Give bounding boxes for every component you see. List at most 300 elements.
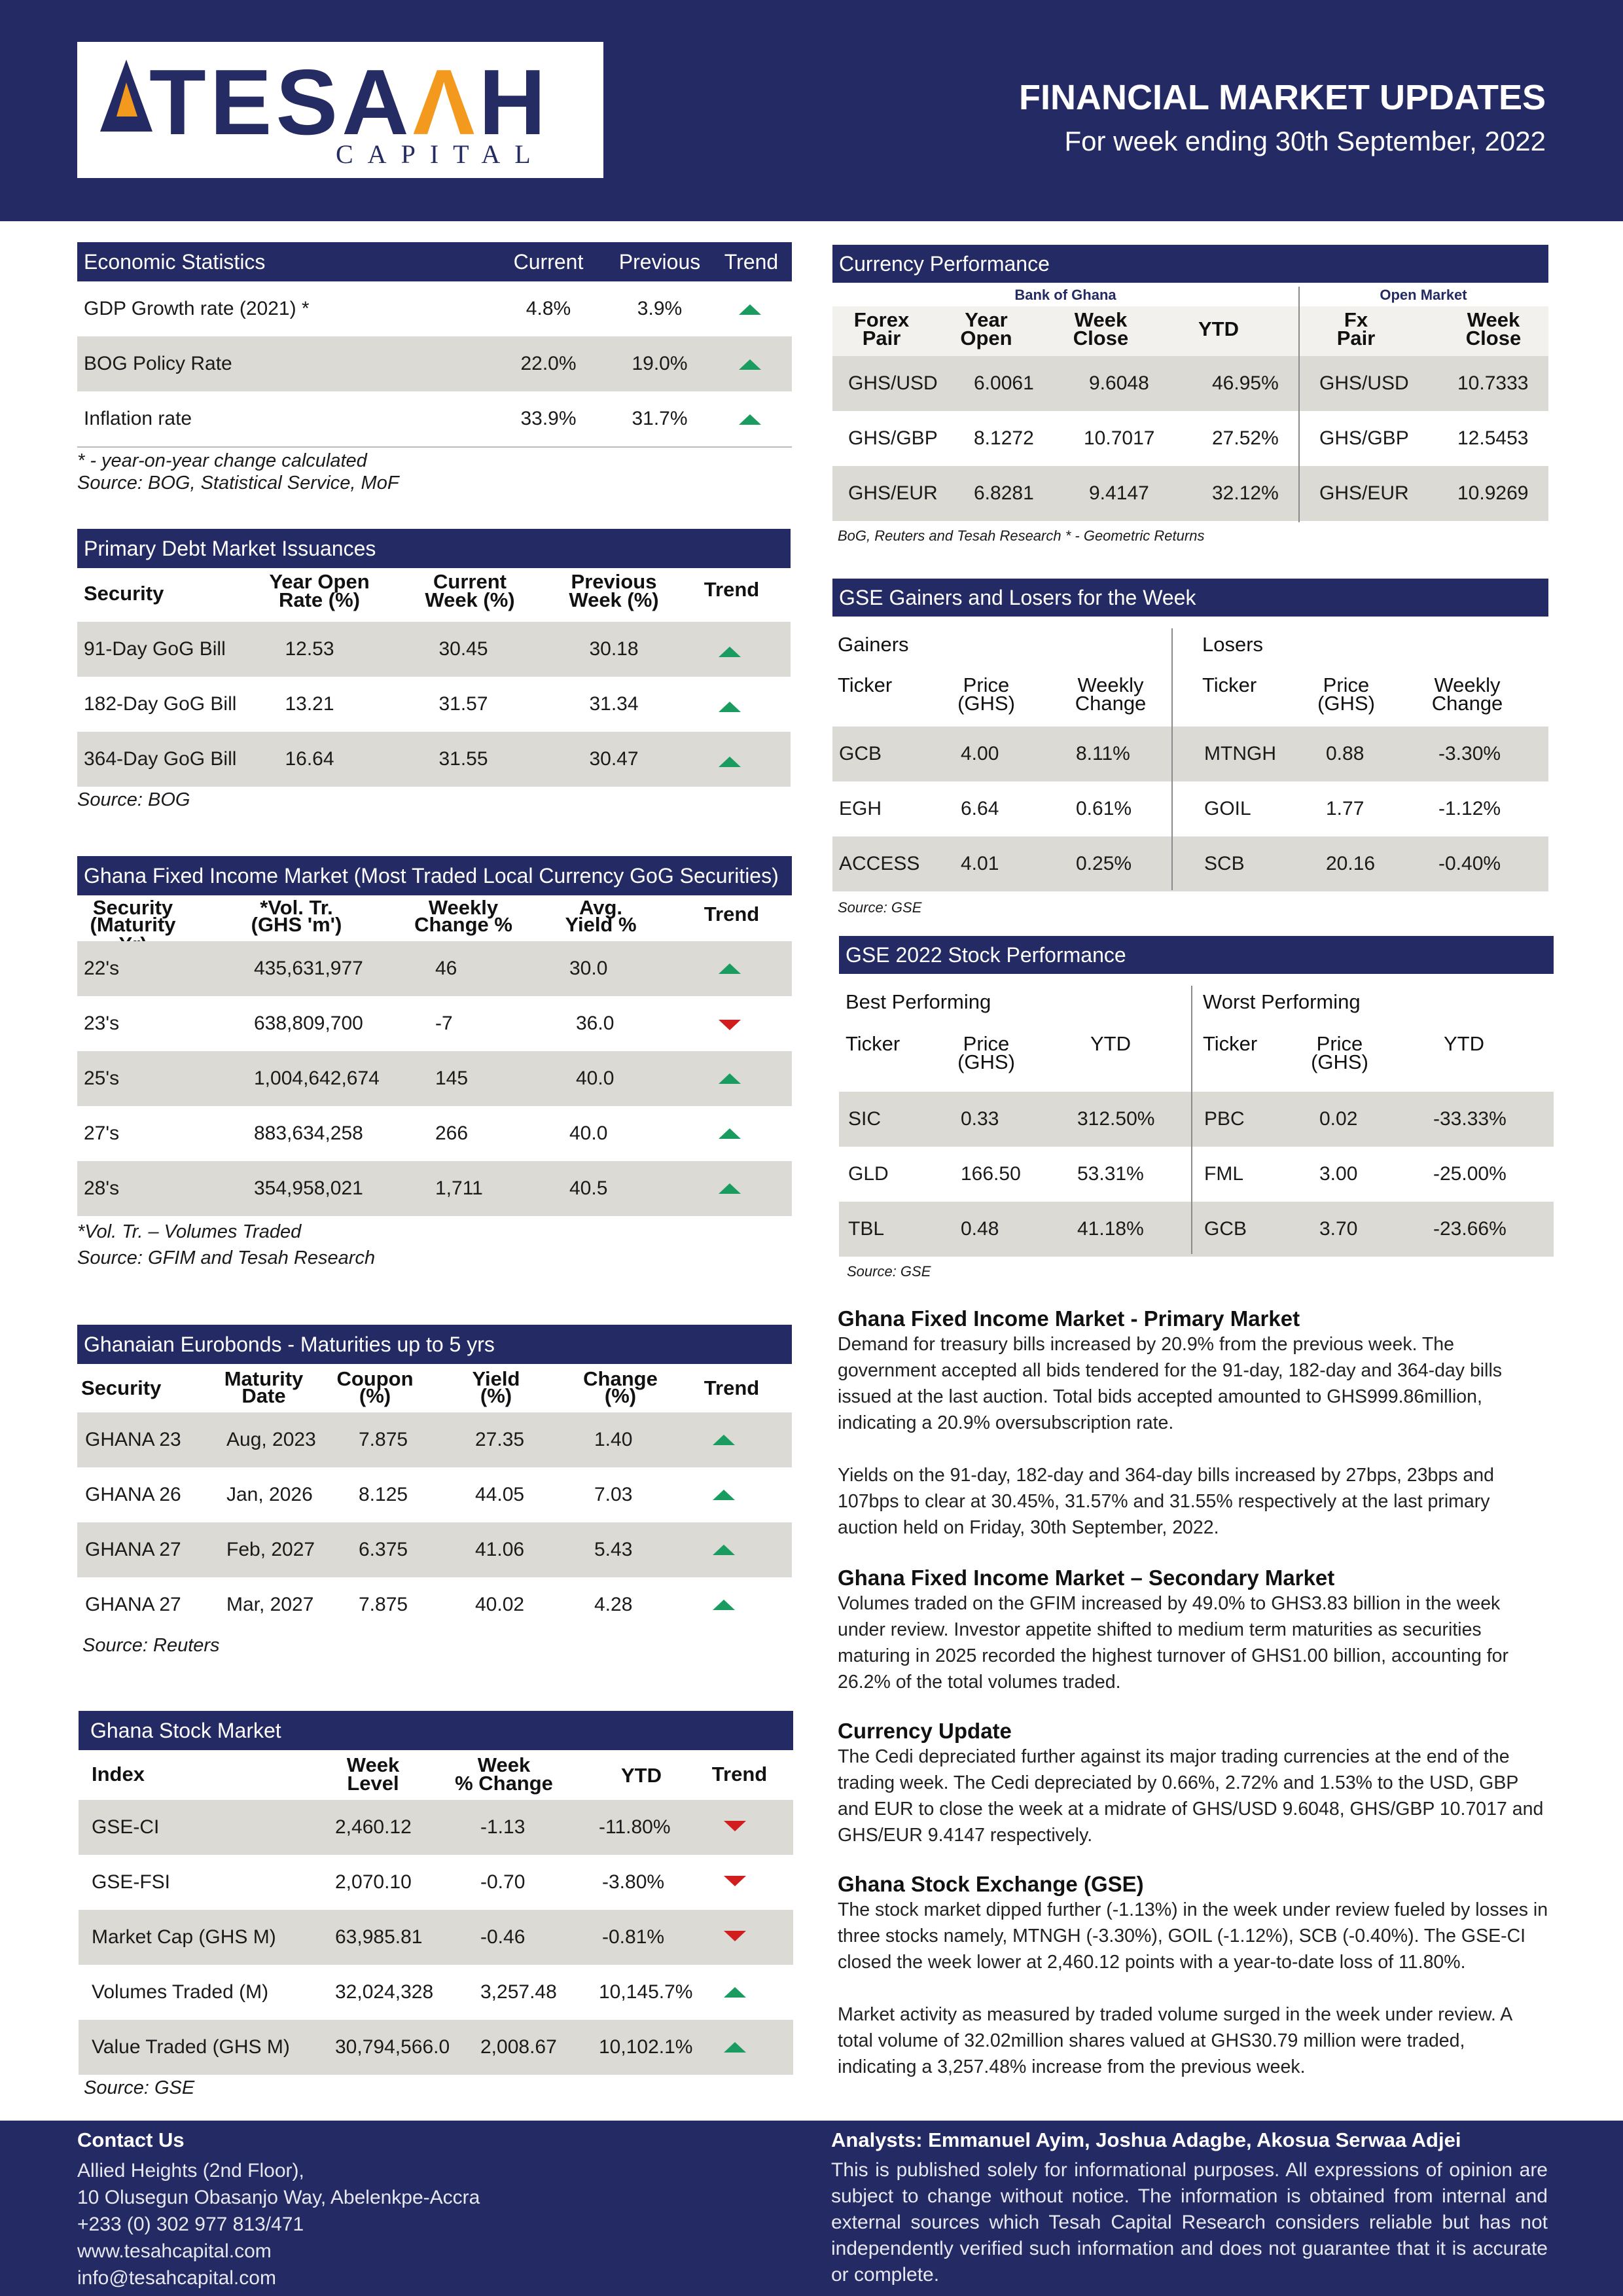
col-trend: Trend: [704, 578, 760, 601]
row-change: -1.13: [480, 1816, 526, 1838]
row-date: Mar, 2027: [226, 1594, 314, 1615]
col-previous-week: Week (%): [569, 588, 659, 611]
row-gainer-change: 0.61%: [1076, 798, 1132, 819]
row-worst-ticker: FML: [1204, 1163, 1243, 1185]
source-note: Source: BOG, Statistical Service, MoF: [77, 473, 399, 493]
row-previous: 3.9%: [637, 298, 683, 319]
table-row: [832, 726, 1548, 781]
col-change: Change: [1431, 692, 1503, 715]
row-best-price: 0.48: [961, 1218, 999, 1240]
article-paragraph: Demand for treasury bills increased by 20.9% from the previous week. The government accepted all bids tendered for the 91-day, 182-day and 364-day bills issued at the last auction. Total bids accepted amounted to GHS999.86million, indicating a 20.9% oversubscription rate.: [838, 1334, 1503, 1433]
table-row: [79, 1855, 793, 1910]
row-current: 30.45: [438, 638, 488, 660]
row-security: GHANA 26: [85, 1484, 181, 1505]
row-change: -0.70: [480, 1871, 526, 1893]
col-security: Security: [84, 582, 164, 605]
trend-up-icon: [713, 1435, 735, 1445]
table-row: [77, 391, 792, 448]
col-maturity: Maturity: [224, 1367, 304, 1390]
source-note: Source: Reuters: [82, 1635, 220, 1656]
row-volume: 1,004,642,674: [254, 1067, 380, 1089]
row-om-pair: GHS/EUR: [1319, 482, 1409, 504]
row-gainer-change: 0.25%: [1076, 853, 1132, 874]
col-price-unit: (GHS): [957, 1050, 1015, 1073]
trend-up-icon: [713, 1490, 735, 1500]
page-subtitle: For week ending 30th September, 2022: [1064, 126, 1546, 156]
col-security: Security: [81, 1376, 162, 1399]
row-yield: 40.5: [569, 1177, 608, 1199]
economic-statistics-panel: [77, 242, 792, 496]
row-index: GSE-FSI: [92, 1871, 171, 1893]
row-change: 7.03: [594, 1484, 633, 1505]
col-week-change: Week: [477, 1753, 531, 1776]
row-yield: 40.0: [576, 1067, 615, 1089]
table-row: [832, 411, 1548, 466]
source-note: Source: GSE: [84, 2077, 195, 2098]
col-previous: Previous: [571, 570, 657, 593]
table-row: [77, 1161, 792, 1216]
trend-up-icon: [719, 1183, 741, 1194]
table-row: [77, 1577, 792, 1632]
row-change: 1.40: [594, 1429, 633, 1450]
row-worst-price: 3.00: [1319, 1163, 1358, 1185]
table-row: [832, 781, 1548, 836]
row-index: Volumes Traded (M): [92, 1981, 269, 2003]
table-row: [832, 836, 1548, 891]
row-gainer-ticker: EGH: [839, 798, 882, 819]
row-pair: GHS/GBP: [848, 427, 938, 449]
page-header: [0, 0, 1623, 221]
row-gainer-ticker: ACCESS: [839, 853, 920, 874]
row-year-open: 13.21: [285, 693, 334, 715]
row-loser-price: 0.88: [1326, 743, 1364, 764]
bank-of-ghana-label: Bank of Ghana: [1014, 287, 1116, 303]
trend-up-icon: [739, 304, 761, 315]
row-loser-ticker: SCB: [1204, 853, 1245, 874]
trend-up-icon: [739, 414, 761, 425]
col-coupon-unit: (%): [359, 1384, 391, 1407]
row-security: 91-Day GoG Bill: [84, 638, 226, 660]
table-row: [79, 1965, 793, 2020]
trend-up-icon: [719, 757, 741, 767]
row-gainer-price: 6.64: [961, 798, 999, 819]
trend-down-icon: [724, 1876, 746, 1886]
col-price: Price: [963, 673, 1010, 696]
trend-up-icon: [719, 1128, 741, 1139]
row-security: 364-Day GoG Bill: [84, 748, 237, 770]
panel-title: GSE 2022 Stock Performance: [839, 936, 1554, 974]
table-header: [79, 1750, 793, 1800]
trend-up-icon: [719, 1073, 741, 1084]
row-loser-price: 1.77: [1326, 798, 1364, 819]
row-current: 31.57: [438, 693, 488, 715]
col-index: Index: [92, 1763, 145, 1785]
row-index: Market Cap (GHS M): [92, 1926, 276, 1948]
col-ytd: YTD: [621, 1764, 662, 1787]
row-date: Feb, 2027: [226, 1539, 315, 1560]
row-loser-ticker: MTNGH: [1204, 743, 1276, 764]
panel-title: Ghana Stock Market: [79, 1711, 793, 1750]
table-row: [77, 1412, 792, 1467]
row-yield: 40.0: [569, 1122, 608, 1144]
row-week-close: 9.6048: [1089, 372, 1149, 394]
table-row: [79, 1800, 793, 1855]
col-ticker: Ticker: [1202, 673, 1257, 696]
trend-down-icon: [724, 1931, 746, 1941]
row-label: BOG Policy Rate: [84, 353, 232, 374]
worst-performing-label: Worst Performing: [1203, 990, 1361, 1013]
row-level: 63,985.81: [335, 1926, 423, 1948]
row-change: 266: [435, 1122, 469, 1144]
article-paragraph: Yields on the 91-day, 182-day and 364-day bills increased by 27bps, 23bps and 107bps to clear at 30.45%, 31.57% and 31.55% respectively at the last primary auction held on Friday, 30th September, 2022.: [838, 1465, 1494, 1538]
row-change: 3,257.48: [480, 1981, 557, 2003]
logo-wordmark: TESAΛH: [149, 50, 550, 154]
row-yield: 44.05: [475, 1484, 525, 1505]
col-yield-unit: (%): [480, 1384, 512, 1407]
row-gainer-change: 8.11%: [1076, 743, 1130, 764]
article-paragraph: The stock market dipped further (-1.13%) in the week under review fueled by losses in three stocks namely, MTNGH (-3.30%), GOIL (-1.12%), SCB (-0.40%). The GSE-CI closed the week lower at 2,460.12 points with a year-to-date loss of 11.80%.: [838, 1899, 1548, 1973]
row-om-close: 10.9269: [1457, 482, 1529, 504]
logo: [77, 42, 603, 178]
col-date: Date: [241, 1384, 286, 1407]
row-yield: 27.35: [475, 1429, 525, 1450]
col-trend: Trend: [704, 1376, 760, 1399]
row-volume: 883,634,258: [254, 1122, 363, 1144]
row-best-ticker: TBL: [848, 1218, 885, 1240]
trend-up-icon: [713, 1545, 735, 1555]
col-price: Price: [1316, 1032, 1363, 1055]
row-change: 4.28: [594, 1594, 633, 1615]
row-security: 28's: [84, 1177, 120, 1199]
col-price: Price: [963, 1032, 1010, 1055]
row-ytd: 46.95%: [1212, 372, 1279, 394]
row-security: 182-Day GoG Bill: [84, 693, 237, 715]
source-note: Source: GSE: [847, 1263, 931, 1280]
stock-market-panel: [79, 1711, 793, 2101]
row-worst-ytd: -33.33%: [1433, 1108, 1507, 1130]
row-week-close: 9.4147: [1089, 482, 1149, 504]
col-weekly: Weekly: [428, 896, 499, 919]
trend-up-icon: [719, 963, 741, 974]
row-coupon: 8.125: [359, 1484, 408, 1505]
row-year-open: 6.8281: [974, 482, 1034, 504]
commentary: [838, 1306, 1548, 2080]
row-gainer-price: 4.01: [961, 853, 999, 874]
row-yield: 41.06: [475, 1539, 525, 1560]
row-security: 22's: [84, 958, 120, 979]
col-price-unit: (GHS): [1311, 1050, 1368, 1073]
divider: [1171, 628, 1173, 890]
row-security: GHANA 27: [85, 1539, 181, 1560]
row-loser-price: 20.16: [1326, 853, 1376, 874]
row-level: 2,070.10: [335, 1871, 412, 1893]
col-weekly: Weekly: [1434, 673, 1501, 696]
open-market-label: Open Market: [1380, 287, 1467, 303]
col-trend: Trend: [704, 903, 760, 925]
logo-mark-icon: [97, 56, 156, 135]
col-trend: Trend: [711, 1763, 768, 1785]
row-index: Value Traded (GHS M): [92, 2036, 290, 2058]
trend-down-icon: [724, 1821, 746, 1831]
table-row: [77, 1522, 792, 1577]
row-volume: 638,809,700: [254, 1013, 363, 1034]
row-security: 27's: [84, 1122, 120, 1144]
col-yield: Yield: [472, 1367, 520, 1390]
table-row: [77, 622, 791, 677]
row-level: 30,794,566.0: [335, 2036, 450, 2058]
currency-performance-panel: [832, 245, 1548, 545]
source-note: Source: GFIM and Tesah Research: [77, 1247, 376, 1268]
row-previous: 30.47: [589, 748, 639, 770]
disclaimer: This is published solely for informational purposes. All expressions of opinion are subject to change without notice. The information is obtained from internal and external sources which Tesah Capital Research considers reliable but has not independently verified such information and does not guarantee that it is accurate or complete.: [831, 2159, 1548, 2286]
row-gainer-ticker: GCB: [839, 743, 882, 764]
row-date: Aug, 2023: [226, 1429, 316, 1450]
row-change: 2,008.67: [480, 2036, 557, 2058]
row-coupon: 6.375: [359, 1539, 408, 1560]
row-om-pair: GHS/USD: [1319, 372, 1409, 394]
row-ytd: -11.80%: [599, 1816, 671, 1838]
row-change: -7: [435, 1013, 453, 1034]
row-change: 46: [435, 958, 457, 979]
row-best-ticker: SIC: [848, 1108, 882, 1130]
row-level: 2,460.12: [335, 1816, 412, 1838]
row-coupon: 7.875: [359, 1429, 408, 1450]
table-row: [77, 336, 792, 391]
row-year-open: 8.1272: [974, 427, 1034, 449]
primary-debt-panel: [77, 529, 791, 813]
analysts: Analysts: Emmanuel Ayim, Joshua Adagbe, Akosua Serwaa Adjei: [831, 2128, 1461, 2151]
row-security: GHANA 23: [85, 1429, 181, 1450]
table-row: [77, 941, 792, 996]
row-year-open: 12.53: [285, 638, 334, 660]
col-year: Year: [965, 308, 1008, 331]
row-label: Inflation rate: [84, 408, 192, 429]
col-current: Current: [513, 250, 584, 274]
row-level: 32,024,328: [335, 1981, 434, 2003]
panel-title: GSE Gainers and Losers for the Week: [832, 579, 1548, 617]
panel-title: Currency Performance: [832, 245, 1548, 283]
source-note: Source: GSE: [838, 899, 922, 916]
table-header: [77, 895, 792, 941]
col-price-unit: (GHS): [957, 692, 1015, 715]
col-current-week: Week (%): [425, 588, 515, 611]
col-yield: Yield %: [565, 913, 637, 936]
col-close: Close: [1073, 327, 1129, 350]
contact-phone[interactable]: +233 (0) 302 977 813/471: [77, 2214, 304, 2235]
gainers-losers-panel: [832, 579, 1548, 916]
table-header: [77, 1364, 792, 1412]
table-row: [832, 466, 1548, 521]
contact-website-link[interactable]: www.tesahcapital.com: [77, 2240, 272, 2262]
row-security: 23's: [84, 1013, 120, 1034]
row-best-ytd: 53.31%: [1077, 1163, 1144, 1185]
row-best-price: 166.50: [961, 1163, 1021, 1185]
col-change: Change: [583, 1367, 658, 1390]
row-change: -0.46: [480, 1926, 526, 1948]
row-label: GDP Growth rate (2021) *: [84, 298, 310, 319]
row-week-close: 10.7017: [1084, 427, 1155, 449]
contact-title: Contact Us: [77, 2128, 185, 2151]
col-ticker: Ticker: [846, 1032, 901, 1055]
table-row: [79, 1910, 793, 1965]
row-ytd: 27.52%: [1212, 427, 1279, 449]
economic-statistics-title: [77, 242, 792, 281]
source-note: BoG, Reuters and Tesah Research * - Geometric Returns: [838, 528, 1205, 544]
col-fx-pair: Pair: [1336, 327, 1376, 350]
trend-up-icon: [724, 2042, 746, 2053]
row-year-open: 6.0061: [974, 372, 1034, 394]
trend-up-icon: [739, 359, 761, 370]
col-pair: Pair: [862, 327, 901, 350]
article-stock-exchange: [838, 1872, 1548, 2080]
row-ytd: -3.80%: [602, 1871, 665, 1893]
col-change: Change %: [414, 913, 512, 936]
col-rate: Rate (%): [278, 588, 360, 611]
row-worst-ytd: -23.66%: [1433, 1218, 1507, 1240]
table-header: [832, 283, 1548, 356]
col-volume: *Vol. Tr.: [260, 896, 333, 919]
trend-up-icon: [724, 1987, 746, 1998]
logo-subtitle: CAPITAL: [336, 139, 545, 169]
col-weekly: Weekly: [1077, 673, 1144, 696]
fixed-income-panel: [77, 856, 792, 1271]
source-note: Source: BOG: [77, 789, 190, 810]
table-row: [832, 356, 1548, 411]
col-pct-change: % Change: [455, 1772, 553, 1795]
col-avg: Avg.: [579, 896, 623, 919]
table-row: [77, 1106, 792, 1161]
col-om-week: Week: [1467, 308, 1520, 331]
panel-title: Primary Debt Market Issuances: [77, 529, 791, 568]
row-best-ytd: 312.50%: [1077, 1108, 1155, 1130]
row-current: 31.55: [438, 748, 488, 770]
col-open: Open: [960, 327, 1012, 350]
row-pair: GHS/EUR: [848, 482, 938, 504]
page-footer: [0, 2121, 1623, 2296]
article-heading: Ghana Stock Exchange (GSE): [838, 1872, 1144, 1896]
row-om-close: 10.7333: [1457, 372, 1529, 394]
row-loser-ticker: GOIL: [1204, 798, 1251, 819]
divider: [1298, 287, 1300, 522]
col-week: Week: [346, 1753, 400, 1776]
row-current: 4.8%: [526, 298, 571, 319]
row-gainer-price: 4.00: [961, 743, 999, 764]
row-worst-price: 0.02: [1319, 1108, 1358, 1130]
row-previous: 19.0%: [632, 353, 688, 374]
row-security: 25's: [84, 1067, 120, 1089]
article-currency-update: [838, 1719, 1548, 1848]
article-paragraph: Market activity as measured by traded volume surged in the week under review. A total volume of 32.02million shares valued at GHS30.79 million were traded, indicating a 3,257.48% increase from the previous week.: [838, 2004, 1512, 2077]
row-yield: 30.0: [569, 958, 608, 979]
article-heading: Ghana Fixed Income Market - Primary Market: [838, 1306, 1300, 1331]
row-worst-ticker: GCB: [1204, 1218, 1247, 1240]
row-ytd: 10,102.1%: [599, 2036, 693, 2058]
trend-up-icon: [719, 647, 741, 657]
col-change: Change: [1075, 692, 1147, 715]
row-change: 1,711: [435, 1177, 483, 1199]
row-om-close: 12.5453: [1457, 427, 1529, 449]
table-row: [79, 2020, 793, 2075]
row-ytd: -0.81%: [602, 1926, 665, 1948]
col-change-unit: (%): [604, 1384, 637, 1407]
best-performing-label: Best Performing: [846, 990, 991, 1013]
table-row: [77, 996, 792, 1051]
table-row: [77, 1467, 792, 1522]
col-week: Week: [1074, 308, 1128, 331]
col-current: Current: [433, 570, 507, 593]
row-yield: 36.0: [576, 1013, 615, 1034]
col-price-unit: (GHS): [1317, 692, 1375, 715]
table-row: [77, 1051, 792, 1106]
page-title: FINANCIAL MARKET UPDATES: [1019, 78, 1546, 117]
row-volume: 435,631,977: [254, 958, 363, 979]
row-previous: 31.7%: [632, 408, 688, 429]
row-change: 5.43: [594, 1539, 633, 1560]
row-change: 145: [435, 1067, 469, 1089]
row-loser-change: -1.12%: [1438, 798, 1501, 819]
row-om-pair: GHS/GBP: [1319, 427, 1409, 449]
table-row: [839, 1092, 1554, 1147]
col-level: Level: [347, 1772, 399, 1795]
gainers-label: Gainers: [838, 633, 909, 656]
row-year-open: 16.64: [285, 748, 334, 770]
article-paragraph: The Cedi depreciated further against its major trading currencies at the end of the trading week. The Cedi depreciated by 0.66%, 2.72% and 1.53% to the USD, GBP and EUR to close the week at a midrate of GHS/USD 9.6048, GHS/GBP 10.7017 and GHS/EUR 9.4147 respectively.: [838, 1746, 1544, 1846]
row-ytd: 10,145.7%: [599, 1981, 693, 2003]
col-maturity: (Maturity: [90, 913, 176, 936]
table-row: [77, 732, 791, 787]
row-index: GSE-CI: [92, 1816, 160, 1838]
row-yield: 40.02: [475, 1594, 525, 1615]
col-volume-unit: (GHS 'm'): [251, 913, 342, 936]
col-trend: Trend: [724, 250, 779, 274]
col-fx: Fx: [1344, 308, 1368, 331]
col-security: Security: [92, 896, 173, 919]
row-worst-ytd: -25.00%: [1433, 1163, 1507, 1185]
contact-email-link[interactable]: info@tesahcapital.com: [77, 2267, 276, 2289]
row-previous: 31.34: [589, 693, 639, 715]
divider: [1191, 986, 1192, 1254]
row-ytd: 32.12%: [1212, 482, 1279, 504]
row-best-price: 0.33: [961, 1108, 999, 1130]
col-price: Price: [1323, 673, 1370, 696]
stock-performance-panel: [839, 936, 1554, 1280]
col-year-open: Year Open: [269, 570, 370, 593]
col-ticker: Ticker: [838, 673, 893, 696]
table-row: [77, 677, 791, 732]
table-header: [839, 974, 1554, 1092]
eurobonds-panel: [77, 1325, 792, 1659]
col-ticker: Ticker: [1203, 1032, 1258, 1055]
losers-label: Losers: [1202, 633, 1264, 656]
col-ytd: YTD: [1444, 1032, 1484, 1055]
row-loser-change: -0.40%: [1438, 853, 1501, 874]
trend-down-icon: [719, 1020, 741, 1030]
panel-title: Ghana Fixed Income Market (Most Traded Local Currency GoG Securities): [77, 856, 792, 895]
row-current: 33.9%: [520, 408, 577, 429]
row-previous: 30.18: [589, 638, 639, 660]
row-current: 22.0%: [520, 353, 577, 374]
row-coupon: 7.875: [359, 1594, 408, 1615]
trend-up-icon: [713, 1600, 735, 1610]
article-heading: Ghana Fixed Income Market – Secondary Market: [838, 1566, 1335, 1590]
row-security: GHANA 27: [85, 1594, 181, 1615]
col-previous: Previous: [618, 250, 701, 274]
panel-title: Ghanaian Eurobonds - Maturities up to 5 yrs: [77, 1325, 792, 1364]
col-forex: Forex: [853, 308, 910, 331]
col-ytd: YTD: [1090, 1032, 1131, 1055]
table-header: [832, 617, 1548, 726]
row-worst-ticker: PBC: [1204, 1108, 1245, 1130]
